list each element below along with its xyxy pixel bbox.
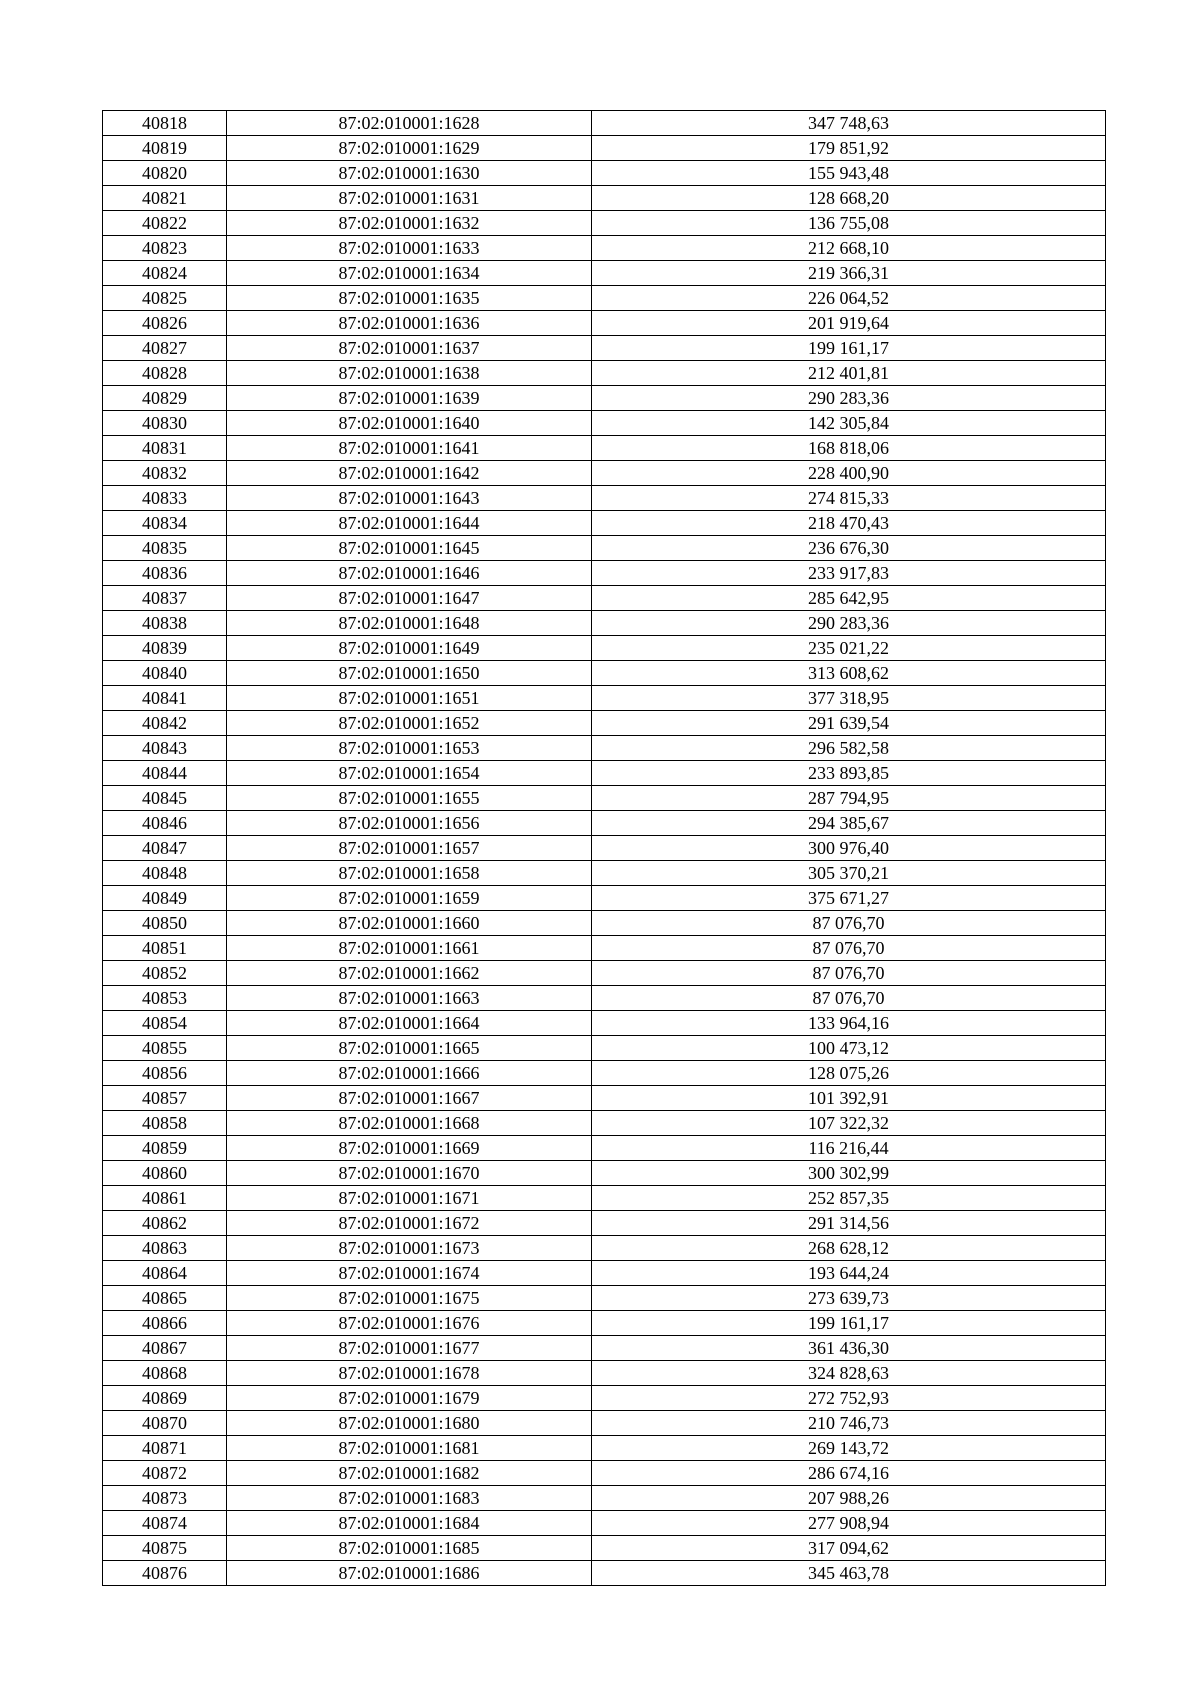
table-row: [103, 1436, 1106, 1461]
row-number-cell: 40863: [103, 1236, 227, 1261]
table-body: [103, 111, 1106, 1586]
cadastral-value-cell: 87 076,70: [592, 961, 1106, 986]
cadastral-number-cell: 87:02:010001:1671: [227, 1186, 592, 1211]
cadastral-number-cell: 87:02:010001:1663: [227, 986, 592, 1011]
cadastral-number-cell: 87:02:010001:1657: [227, 836, 592, 861]
table-row: [103, 811, 1106, 836]
row-number-cell: 40837: [103, 586, 227, 611]
cadastral-number-cell: 87:02:010001:1634: [227, 261, 592, 286]
row-number-cell: 40876: [103, 1561, 227, 1586]
row-number-cell: 40827: [103, 336, 227, 361]
cadastral-number-cell: 87:02:010001:1654: [227, 761, 592, 786]
cadastral-value-cell: 287 794,95: [592, 786, 1106, 811]
cadastral-value-cell: 291 314,56: [592, 1211, 1106, 1236]
cadastral-number-cell: 87:02:010001:1661: [227, 936, 592, 961]
cadastral-value-cell: 291 639,54: [592, 711, 1106, 736]
cadastral-value-cell: 269 143,72: [592, 1436, 1106, 1461]
cadastral-number-cell: 87:02:010001:1655: [227, 786, 592, 811]
cadastral-number-cell: 87:02:010001:1656: [227, 811, 592, 836]
cadastral-value-cell: 207 988,26: [592, 1486, 1106, 1511]
table-row: [103, 1061, 1106, 1086]
row-number-cell: 40824: [103, 261, 227, 286]
table-row: [103, 1386, 1106, 1411]
cadastral-value-cell: 218 470,43: [592, 511, 1106, 536]
cadastral-value-cell: 101 392,91: [592, 1086, 1106, 1111]
cadastral-number-cell: 87:02:010001:1674: [227, 1261, 592, 1286]
cadastral-number-cell: 87:02:010001:1686: [227, 1561, 592, 1586]
cadastral-value-cell: 212 668,10: [592, 236, 1106, 261]
table-row: [103, 686, 1106, 711]
row-number-cell: 40818: [103, 111, 227, 136]
table-row: [103, 761, 1106, 786]
row-number-cell: 40847: [103, 836, 227, 861]
cadastral-number-cell: 87:02:010001:1684: [227, 1511, 592, 1536]
row-number-cell: 40873: [103, 1486, 227, 1511]
cadastral-value-cell: 87 076,70: [592, 936, 1106, 961]
table-row: [103, 1036, 1106, 1061]
table-row: [103, 1536, 1106, 1561]
row-number-cell: 40825: [103, 286, 227, 311]
cadastral-number-cell: 87:02:010001:1637: [227, 336, 592, 361]
cadastral-value-cell: 133 964,16: [592, 1011, 1106, 1036]
row-number-cell: 40836: [103, 561, 227, 586]
cadastral-value-cell: 277 908,94: [592, 1511, 1106, 1536]
cadastral-value-cell: 375 671,27: [592, 886, 1106, 911]
cadastral-value-cell: 235 021,22: [592, 636, 1106, 661]
row-number-cell: 40871: [103, 1436, 227, 1461]
table-row: [103, 661, 1106, 686]
table-row: [103, 1136, 1106, 1161]
cadastral-value-cell: 286 674,16: [592, 1461, 1106, 1486]
cadastral-number-cell: 87:02:010001:1677: [227, 1336, 592, 1361]
table-row: [103, 711, 1106, 736]
table-row: [103, 211, 1106, 236]
cadastral-number-cell: 87:02:010001:1646: [227, 561, 592, 586]
cadastral-number-cell: 87:02:010001:1670: [227, 1161, 592, 1186]
row-number-cell: 40844: [103, 761, 227, 786]
row-number-cell: 40862: [103, 1211, 227, 1236]
cadastral-number-cell: 87:02:010001:1643: [227, 486, 592, 511]
row-number-cell: 40835: [103, 536, 227, 561]
table-row: [103, 986, 1106, 1011]
row-number-cell: 40852: [103, 961, 227, 986]
cadastral-number-cell: 87:02:010001:1631: [227, 186, 592, 211]
row-number-cell: 40823: [103, 236, 227, 261]
table-row: [103, 786, 1106, 811]
table-row: [103, 1361, 1106, 1386]
cadastral-value-cell: 233 893,85: [592, 761, 1106, 786]
table-row: [103, 636, 1106, 661]
cadastral-value-cell: 272 752,93: [592, 1386, 1106, 1411]
row-number-cell: 40839: [103, 636, 227, 661]
cadastral-value-cell: 87 076,70: [592, 986, 1106, 1011]
row-number-cell: 40819: [103, 136, 227, 161]
row-number-cell: 40861: [103, 1186, 227, 1211]
cadastral-number-cell: 87:02:010001:1680: [227, 1411, 592, 1436]
cadastral-number-cell: 87:02:010001:1681: [227, 1436, 592, 1461]
cadastral-number-cell: 87:02:010001:1642: [227, 461, 592, 486]
table-row: [103, 1511, 1106, 1536]
cadastral-number-cell: 87:02:010001:1673: [227, 1236, 592, 1261]
row-number-cell: 40822: [103, 211, 227, 236]
row-number-cell: 40842: [103, 711, 227, 736]
cadastral-value-cell: 313 608,62: [592, 661, 1106, 686]
cadastral-number-cell: 87:02:010001:1650: [227, 661, 592, 686]
cadastral-number-cell: 87:02:010001:1683: [227, 1486, 592, 1511]
table-row: [103, 536, 1106, 561]
cadastral-number-cell: 87:02:010001:1679: [227, 1386, 592, 1411]
row-number-cell: 40864: [103, 1261, 227, 1286]
row-number-cell: 40866: [103, 1311, 227, 1336]
cadastral-number-cell: 87:02:010001:1660: [227, 911, 592, 936]
table-row: [103, 1261, 1106, 1286]
cadastral-value-cell: 252 857,35: [592, 1186, 1106, 1211]
table-row: [103, 736, 1106, 761]
cadastral-number-cell: 87:02:010001:1638: [227, 361, 592, 386]
cadastral-value-cell: 142 305,84: [592, 411, 1106, 436]
row-number-cell: 40848: [103, 861, 227, 886]
row-number-cell: 40840: [103, 661, 227, 686]
cadastral-value-cell: 219 366,31: [592, 261, 1106, 286]
cadastral-value-cell: 324 828,63: [592, 1361, 1106, 1386]
row-number-cell: 40833: [103, 486, 227, 511]
cadastral-value-cell: 290 283,36: [592, 386, 1106, 411]
cadastral-value-cell: 294 385,67: [592, 811, 1106, 836]
row-number-cell: 40875: [103, 1536, 227, 1561]
cadastral-value-cell: 226 064,52: [592, 286, 1106, 311]
cadastral-number-cell: 87:02:010001:1632: [227, 211, 592, 236]
cadastral-value-cell: 128 075,26: [592, 1061, 1106, 1086]
cadastral-value-cell: 193 644,24: [592, 1261, 1106, 1286]
table-row: [103, 961, 1106, 986]
row-number-cell: 40854: [103, 1011, 227, 1036]
table-row: [103, 236, 1106, 261]
cadastral-number-cell: 87:02:010001:1665: [227, 1036, 592, 1061]
table-row: [103, 611, 1106, 636]
table-row: [103, 1561, 1106, 1586]
table-row: [103, 1286, 1106, 1311]
cadastral-value-cell: 361 436,30: [592, 1336, 1106, 1361]
table-row: [103, 511, 1106, 536]
row-number-cell: 40853: [103, 986, 227, 1011]
table-row: [103, 136, 1106, 161]
cadastral-number-cell: 87:02:010001:1653: [227, 736, 592, 761]
table-row: [103, 1236, 1106, 1261]
cadastral-number-cell: 87:02:010001:1659: [227, 886, 592, 911]
table-row: [103, 1311, 1106, 1336]
cadastral-number-cell: 87:02:010001:1629: [227, 136, 592, 161]
row-number-cell: 40838: [103, 611, 227, 636]
cadastral-number-cell: 87:02:010001:1664: [227, 1011, 592, 1036]
cadastral-number-cell: 87:02:010001:1635: [227, 286, 592, 311]
row-number-cell: 40820: [103, 161, 227, 186]
row-number-cell: 40870: [103, 1411, 227, 1436]
row-number-cell: 40828: [103, 361, 227, 386]
row-number-cell: 40850: [103, 911, 227, 936]
cadastral-value-cell: 87 076,70: [592, 911, 1106, 936]
row-number-cell: 40874: [103, 1511, 227, 1536]
cadastral-number-cell: 87:02:010001:1662: [227, 961, 592, 986]
cadastral-value-cell: 179 851,92: [592, 136, 1106, 161]
row-number-cell: 40851: [103, 936, 227, 961]
cadastral-number-cell: 87:02:010001:1633: [227, 236, 592, 261]
row-number-cell: 40832: [103, 461, 227, 486]
cadastral-value-cell: 236 676,30: [592, 536, 1106, 561]
row-number-cell: 40826: [103, 311, 227, 336]
table-row: [103, 1161, 1106, 1186]
row-number-cell: 40845: [103, 786, 227, 811]
cadastral-value-cell: 274 815,33: [592, 486, 1106, 511]
table-row: [103, 1461, 1106, 1486]
row-number-cell: 40867: [103, 1336, 227, 1361]
cadastral-number-cell: 87:02:010001:1630: [227, 161, 592, 186]
row-number-cell: 40856: [103, 1061, 227, 1086]
cadastral-number-cell: 87:02:010001:1644: [227, 511, 592, 536]
table-row: [103, 1086, 1106, 1111]
cadastral-value-cell: 201 919,64: [592, 311, 1106, 336]
cadastral-number-cell: 87:02:010001:1651: [227, 686, 592, 711]
table-row: [103, 1186, 1106, 1211]
cadastral-number-cell: 87:02:010001:1658: [227, 861, 592, 886]
cadastral-value-cell: 199 161,17: [592, 1311, 1106, 1336]
table-row: [103, 586, 1106, 611]
cadastral-number-cell: 87:02:010001:1668: [227, 1111, 592, 1136]
table-row: [103, 386, 1106, 411]
table-row: [103, 911, 1106, 936]
row-number-cell: 40859: [103, 1136, 227, 1161]
cadastral-number-cell: 87:02:010001:1641: [227, 436, 592, 461]
cadastral-value-cell: 199 161,17: [592, 336, 1106, 361]
table-row: [103, 561, 1106, 586]
cadastral-number-cell: 87:02:010001:1640: [227, 411, 592, 436]
cadastral-number-cell: 87:02:010001:1676: [227, 1311, 592, 1336]
cadastral-number-cell: 87:02:010001:1682: [227, 1461, 592, 1486]
table-row: [103, 1411, 1106, 1436]
row-number-cell: 40872: [103, 1461, 227, 1486]
cadastral-value-cell: 296 582,58: [592, 736, 1106, 761]
table-row: [103, 1011, 1106, 1036]
cadastral-number-cell: 87:02:010001:1675: [227, 1286, 592, 1311]
cadastral-value-cell: 100 473,12: [592, 1036, 1106, 1061]
cadastral-value-cell: 285 642,95: [592, 586, 1106, 611]
table-row: [103, 336, 1106, 361]
table-row: [103, 936, 1106, 961]
cadastral-value-cell: 210 746,73: [592, 1411, 1106, 1436]
cadastral-value-cell: 305 370,21: [592, 861, 1106, 886]
cadastral-value-cell: 347 748,63: [592, 111, 1106, 136]
cadastral-value-cell: 273 639,73: [592, 1286, 1106, 1311]
row-number-cell: 40849: [103, 886, 227, 911]
cadastral-value-cell: 128 668,20: [592, 186, 1106, 211]
table-row: [103, 411, 1106, 436]
cadastral-value-cell: 168 818,06: [592, 436, 1106, 461]
row-number-cell: 40830: [103, 411, 227, 436]
table-row: [103, 436, 1106, 461]
row-number-cell: 40869: [103, 1386, 227, 1411]
row-number-cell: 40865: [103, 1286, 227, 1311]
table-row: [103, 886, 1106, 911]
table-row: [103, 1486, 1106, 1511]
row-number-cell: 40843: [103, 736, 227, 761]
cadastral-number-cell: 87:02:010001:1645: [227, 536, 592, 561]
row-number-cell: 40857: [103, 1086, 227, 1111]
cadastral-number-cell: 87:02:010001:1666: [227, 1061, 592, 1086]
cadastral-value-cell: 155 943,48: [592, 161, 1106, 186]
table-row: [103, 361, 1106, 386]
row-number-cell: 40829: [103, 386, 227, 411]
cadastral-number-cell: 87:02:010001:1636: [227, 311, 592, 336]
table-row: [103, 861, 1106, 886]
row-number-cell: 40868: [103, 1361, 227, 1386]
row-number-cell: 40860: [103, 1161, 227, 1186]
cadastral-number-cell: 87:02:010001:1685: [227, 1536, 592, 1561]
row-number-cell: 40834: [103, 511, 227, 536]
cadastral-value-cell: 212 401,81: [592, 361, 1106, 386]
cadastral-value-cell: 107 322,32: [592, 1111, 1106, 1136]
cadastral-number-cell: 87:02:010001:1639: [227, 386, 592, 411]
row-number-cell: 40855: [103, 1036, 227, 1061]
cadastral-number-cell: 87:02:010001:1652: [227, 711, 592, 736]
row-number-cell: 40841: [103, 686, 227, 711]
cadastral-number-cell: 87:02:010001:1678: [227, 1361, 592, 1386]
table-row: [103, 836, 1106, 861]
table-row: [103, 486, 1106, 511]
cadastral-number-cell: 87:02:010001:1648: [227, 611, 592, 636]
row-number-cell: 40821: [103, 186, 227, 211]
cadastral-value-cell: 317 094,62: [592, 1536, 1106, 1561]
row-number-cell: 40831: [103, 436, 227, 461]
cadastral-value-cell: 268 628,12: [592, 1236, 1106, 1261]
cadastral-number-cell: 87:02:010001:1628: [227, 111, 592, 136]
row-number-cell: 40858: [103, 1111, 227, 1136]
table-row: [103, 1211, 1106, 1236]
cadastral-value-cell: 233 917,83: [592, 561, 1106, 586]
cadastral-value-cell: 300 976,40: [592, 836, 1106, 861]
table-row: [103, 1111, 1106, 1136]
table-row: [103, 311, 1106, 336]
cadastral-number-cell: 87:02:010001:1647: [227, 586, 592, 611]
table-row: [103, 1336, 1106, 1361]
table-row: [103, 461, 1106, 486]
table-row: [103, 186, 1106, 211]
table-row: [103, 261, 1106, 286]
table-row: [103, 161, 1106, 186]
table-row: [103, 286, 1106, 311]
cadastral-value-cell: 136 755,08: [592, 211, 1106, 236]
cadastral-value-cell: 228 400,90: [592, 461, 1106, 486]
cadastral-number-cell: 87:02:010001:1672: [227, 1211, 592, 1236]
cadastral-number-cell: 87:02:010001:1649: [227, 636, 592, 661]
cadastral-value-table: [102, 110, 1106, 1586]
table-row: [103, 111, 1106, 136]
cadastral-value-cell: 290 283,36: [592, 611, 1106, 636]
cadastral-value-cell: 300 302,99: [592, 1161, 1106, 1186]
cadastral-number-cell: 87:02:010001:1667: [227, 1086, 592, 1111]
cadastral-value-cell: 345 463,78: [592, 1561, 1106, 1586]
cadastral-value-cell: 116 216,44: [592, 1136, 1106, 1161]
cadastral-value-cell: 377 318,95: [592, 686, 1106, 711]
row-number-cell: 40846: [103, 811, 227, 836]
cadastral-number-cell: 87:02:010001:1669: [227, 1136, 592, 1161]
